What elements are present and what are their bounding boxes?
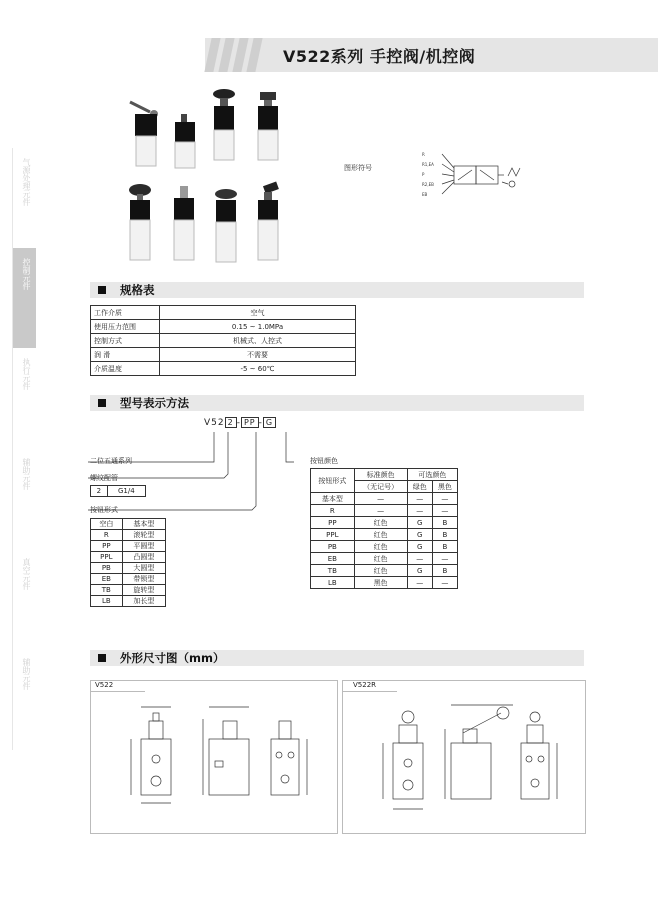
side-tab-vacuum[interactable] — [12, 548, 36, 648]
spec-value: 0.15 ~ 1.0MPa — [160, 320, 356, 334]
label-button-color: 按钮颜色 — [310, 457, 338, 465]
color-cell: TB — [311, 565, 355, 577]
color-head: 按钮形式 — [311, 469, 355, 493]
symbol-port-label: P — [422, 172, 425, 177]
color-cell: — — [407, 493, 432, 505]
spec-section-header — [90, 282, 584, 298]
color-cell: 红色 — [354, 517, 407, 529]
table-row — [91, 334, 356, 348]
table-row — [311, 529, 458, 541]
model-section-header — [90, 395, 584, 411]
spec-value: 空气 — [160, 306, 356, 320]
spec-key: 工作介质 — [91, 306, 160, 320]
button-type: 滚轮型 — [122, 530, 165, 541]
side-tab-auxiliary[interactable] — [12, 448, 36, 548]
section-square-icon — [98, 399, 106, 407]
color-cell: B — [432, 517, 457, 529]
symbol-port-label: R1,EA — [422, 162, 434, 167]
valve-illustration — [129, 89, 279, 262]
button-type-table — [90, 518, 166, 607]
section-title: 型号表示方法 — [120, 396, 189, 410]
color-cell: — — [407, 577, 432, 589]
table-row — [91, 362, 356, 376]
color-cell: G — [407, 517, 432, 529]
table-row — [91, 519, 166, 530]
side-tab-air-treatment[interactable] — [12, 148, 36, 248]
color-cell: 基本型 — [311, 493, 355, 505]
spec-value: 机械式、人控式 — [160, 334, 356, 348]
button-code: LB — [91, 596, 123, 607]
side-tab-label: 气源处理元件 — [22, 158, 31, 206]
color-head: 黑色 — [432, 481, 457, 493]
table-row — [311, 517, 458, 529]
color-head — [354, 469, 407, 481]
side-tab-label: 辅助元件 — [22, 658, 31, 690]
dim-panel-label: V522R — [353, 681, 377, 689]
section-title: 外形尺寸图（mm） — [120, 651, 225, 665]
side-tab-label: 辅助元件 — [22, 458, 31, 490]
color-head-std: 标准颜色 — [366, 470, 395, 479]
color-cell: — — [354, 505, 407, 517]
color-cell: 红色 — [354, 553, 407, 565]
side-tab-label: 执行元件 — [22, 358, 31, 390]
table-row — [311, 577, 458, 589]
table-row — [91, 596, 166, 607]
thread-size: G1/4 — [107, 486, 145, 497]
button-type: 旋转型 — [122, 585, 165, 596]
color-cell: — — [407, 505, 432, 517]
side-tab-auxiliary-2[interactable] — [12, 648, 36, 748]
label-button-type: 按钮形式 — [90, 506, 118, 514]
dim-panel-tab-line — [91, 691, 145, 692]
page-title: V522系列 手控阀/机控阀 — [283, 47, 476, 66]
dim-panel-label: V522 — [95, 681, 114, 689]
model-box-button: PP — [241, 417, 259, 428]
button-code: PP — [91, 541, 123, 552]
table-row — [91, 348, 356, 362]
button-code: PB — [91, 563, 123, 574]
button-type: 平圆型 — [122, 541, 165, 552]
model-dash: - — [236, 418, 241, 428]
table-row — [91, 563, 166, 574]
valve-symbol — [412, 146, 532, 206]
spec-key: 介质温度 — [91, 362, 160, 376]
symbol-port-label: R2,EB — [422, 182, 434, 187]
color-cell: R — [311, 505, 355, 517]
color-cell: — — [432, 553, 457, 565]
color-cell: — — [407, 553, 432, 565]
table-row — [91, 552, 166, 563]
table-row — [311, 469, 458, 481]
spec-value: 不需要 — [160, 348, 356, 362]
dim-drawing-v522r — [363, 699, 583, 829]
table-row — [311, 493, 458, 505]
button-code: R — [91, 530, 123, 541]
button-type: 大圆型 — [122, 563, 165, 574]
dim-panel-tab-line — [343, 691, 397, 692]
dim-drawing-v522 — [111, 699, 331, 829]
table-row — [311, 505, 458, 517]
color-cell: G — [407, 565, 432, 577]
model-code — [204, 418, 276, 428]
spec-key: 控制方式 — [91, 334, 160, 348]
button-type: 带锁型 — [122, 574, 165, 585]
thread-table — [90, 485, 146, 497]
model-dash: - — [258, 418, 263, 428]
model-prefix: V52 — [204, 418, 225, 428]
color-head: （无记号） — [354, 481, 407, 493]
table-row — [91, 530, 166, 541]
section-square-icon — [98, 286, 106, 294]
product-photos — [118, 88, 290, 270]
color-cell: — — [432, 505, 457, 517]
color-cell: PB — [311, 541, 355, 553]
dim-section-header — [90, 650, 584, 666]
color-cell: EB — [311, 553, 355, 565]
color-cell: PPL — [311, 529, 355, 541]
symbol-port-label: R — [422, 152, 425, 157]
table-row — [91, 486, 146, 497]
color-cell: — — [432, 577, 457, 589]
side-tab-actuator[interactable] — [12, 348, 36, 448]
table-row — [91, 541, 166, 552]
button-code: 空白 — [91, 519, 123, 530]
side-tab-label: 真空元件 — [22, 558, 31, 590]
color-cell: — — [432, 493, 457, 505]
dim-panel-v522r — [342, 680, 586, 834]
label-series: 二位五通系列 — [90, 457, 132, 465]
button-type: 凸圆型 — [122, 552, 165, 563]
thread-code: 2 — [91, 486, 108, 497]
button-code: EB — [91, 574, 123, 585]
dim-panel-v522 — [90, 680, 338, 834]
table-row — [91, 585, 166, 596]
label-thread: 螺纹配管 — [90, 474, 118, 482]
section-title: 规格表 — [120, 283, 155, 297]
spec-key: 使用压力范围 — [91, 320, 160, 334]
table-row — [311, 553, 458, 565]
table-row — [91, 306, 356, 320]
table-row — [311, 565, 458, 577]
spec-value: -5 ~ 60℃ — [160, 362, 356, 376]
side-tab-control[interactable] — [12, 248, 36, 348]
color-cell: 红色 — [354, 541, 407, 553]
color-cell: 红色 — [354, 529, 407, 541]
color-cell: B — [432, 541, 457, 553]
section-square-icon — [98, 654, 106, 662]
table-row — [91, 320, 356, 334]
color-cell: B — [432, 529, 457, 541]
color-cell: PP — [311, 517, 355, 529]
color-cell: B — [432, 565, 457, 577]
color-cell: 黑色 — [354, 577, 407, 589]
color-head: 绿色 — [407, 481, 432, 493]
model-box-thread: 2 — [225, 417, 237, 428]
color-head: 可选颜色 — [407, 469, 457, 481]
model-box-color: G — [263, 417, 276, 428]
side-tab-label: 控制元件 — [22, 258, 31, 290]
button-code: TB — [91, 585, 123, 596]
spec-table — [90, 305, 356, 376]
color-cell: — — [354, 493, 407, 505]
spec-key: 润 滑 — [91, 348, 160, 362]
button-code: PPL — [91, 552, 123, 563]
button-color-table — [310, 468, 458, 589]
button-type: 加长型 — [122, 596, 165, 607]
symbol-label: 图形符号 — [344, 164, 372, 172]
symbol-port-label: EB — [422, 192, 428, 197]
color-cell: LB — [311, 577, 355, 589]
table-row — [91, 574, 166, 585]
color-cell: 红色 — [354, 565, 407, 577]
table-row — [311, 541, 458, 553]
color-cell: G — [407, 541, 432, 553]
color-cell: G — [407, 529, 432, 541]
button-type: 基本型 — [122, 519, 165, 530]
